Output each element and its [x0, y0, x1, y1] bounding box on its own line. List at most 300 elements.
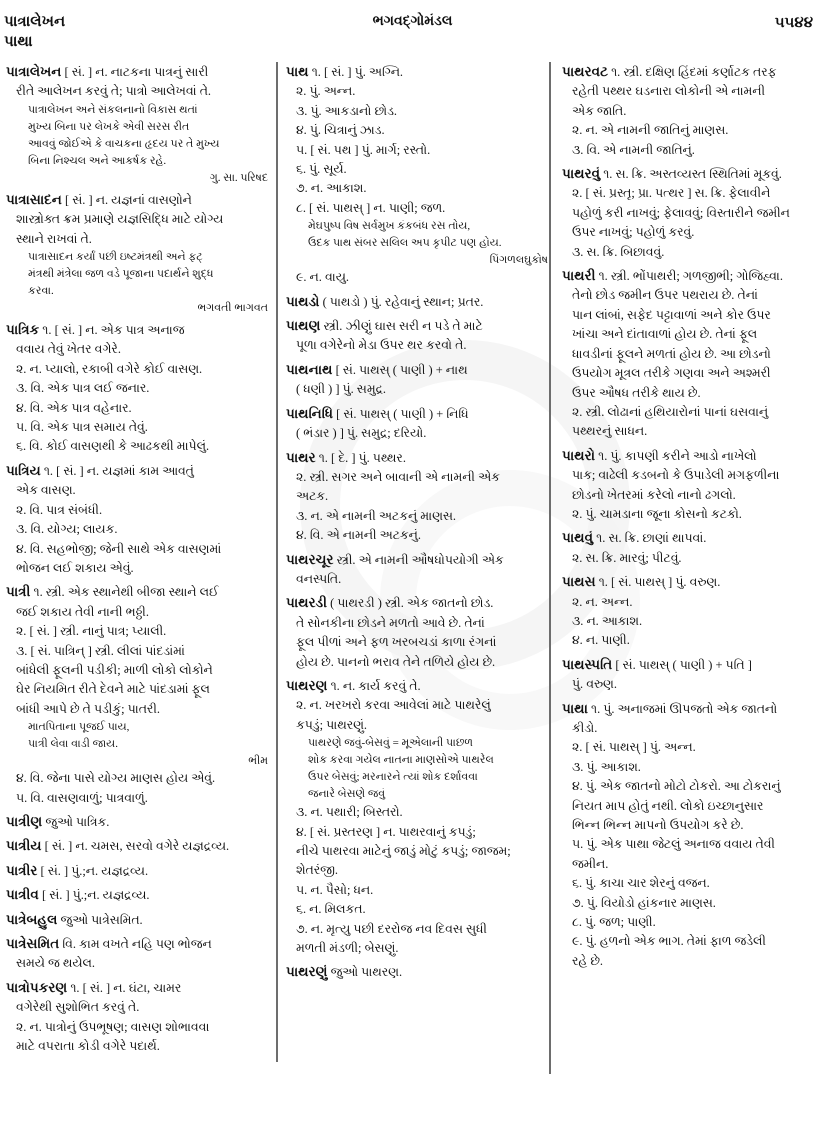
entry-text: બાંધી આપે છે તે પડીકું; પાતરી.: [16, 701, 160, 716]
page-number: ૫૫૪૪: [774, 15, 813, 31]
entry-text: પું. વરુણ.: [572, 677, 617, 692]
entry-text: ૫. [ સં. પથ ] પું. માર્ગ; રસ્તો.: [296, 142, 431, 157]
entry-text: માટે વપરાતા કોડી વગેરે પદાર્થ.: [16, 1039, 160, 1054]
dictionary-entry: [562, 266, 820, 442]
dictionary-entry: [6, 320, 268, 457]
dictionary-entry: [286, 62, 548, 288]
entry-line: [562, 631, 820, 650]
entry-text: વવાય તેવું ખેતર વગેરે.: [16, 342, 121, 357]
entry-line: [286, 593, 548, 613]
entry-line: [6, 910, 268, 930]
entry-text: ૧. [ દે. ] પું. પથ્થર.: [318, 450, 406, 465]
entry-headword: પાત્રેબહુલ: [6, 911, 58, 927]
entry-line: [562, 223, 820, 242]
quotation-line: મુખ્ય બિના પર લેખકે એવી સરસ રીત: [28, 120, 190, 133]
entry-line: [286, 404, 548, 424]
entry-text: [ સં. ] ન. નાટકના પાત્રનું સારી: [64, 65, 209, 79]
entry-line: [562, 243, 820, 262]
entry-line: [6, 978, 268, 998]
entry-text: પાક; વાઢેલી કડબનો કે ઉપાડેલી મગફળીના: [572, 468, 780, 483]
entry-line: [562, 675, 820, 694]
dictionary-entry: [6, 861, 268, 881]
entry-line: [562, 164, 820, 184]
entry-line: [286, 653, 548, 672]
dictionary-entry: [286, 550, 548, 590]
entry-text: ૧. સ્ત્રી. ભોંપાથરી; ગળજીભી; ગોજિહ્વા.: [598, 269, 783, 284]
entry-headword: પાથડો: [286, 293, 320, 309]
entry-line: [6, 340, 268, 359]
entry-text: [ સં. પાથસ્ ( પાણી ) + પતિ ]: [615, 657, 752, 672]
entry-headword: પાત્રીણ: [6, 813, 43, 829]
entry-text: સ્થાને રાખવાં તે.: [16, 231, 92, 246]
quotation-line: પાત્રાલેખન અને સંકલનાનો વિકાસ થતાં: [28, 103, 198, 116]
entry-text: [ સં. ] પું.;ન. યજ્ઞદ્રવ્ય.: [40, 863, 149, 878]
entry-line: [562, 121, 820, 140]
dictionary-entry: [286, 962, 548, 982]
entry-line: [562, 797, 820, 816]
entry-line: [562, 528, 820, 548]
entry-line: [286, 82, 548, 101]
entry-line: ૩. ન. પથારી; બિસ્તરો.: [296, 805, 403, 820]
entry-text: હોય છે. પાનનો ભરાવ તેને તળિયે હોય છે.: [296, 654, 496, 669]
entry-line: [286, 199, 548, 218]
entry-text: વિ. કામ વખતે નહિ પણ ભોજન: [62, 937, 212, 951]
entry-headword: પાથસ: [562, 574, 596, 590]
entry-headword: પાથરવું: [562, 166, 601, 182]
entry-text: [ સં. ] પું.;ન. યજ્ઞદ્રવ્ય.: [41, 888, 150, 903]
entry-headword: પાથ: [286, 64, 309, 79]
entry-text: તે સોનકીના છોડને મળતો આવે છે. તેનાં: [296, 615, 485, 630]
entry-text: ૪. વિ. સહભોજી; જેની સાથે એક વાસણમાં: [16, 541, 222, 556]
quotation-source: ભગવતી ભાગવત: [197, 302, 268, 315]
entry-line: [286, 676, 548, 696]
entry-text: કીડો.: [572, 721, 598, 735]
entry-text: ૪. પું. ચિત્રાનું ઝાડ.: [296, 123, 385, 138]
entry-line: [562, 102, 820, 121]
entry-text: ૧. [ સં. ] ન. એક પાત્ર અનાજ: [42, 323, 185, 338]
entry-line: [6, 418, 268, 437]
entry-text: ૬. પું. કાચા ચાર શેરનું વજન.: [572, 876, 710, 891]
entry-text: ૨. [ સં. પાથસ્ ] પું. અન્ન.: [572, 740, 696, 755]
entry-text: તેનો છોડ જમીન ઉપર પથરાય છે. તેનાં: [572, 288, 758, 303]
entry-line: [6, 954, 268, 973]
entry-line: [562, 266, 820, 286]
quotation-line: આવવું જોઈએ કે વાચકના હૃદય પર તે મુખ્ય: [28, 137, 220, 150]
dictionary-entry: [6, 461, 268, 578]
quotation-source: પિંગળલઘુકોષ: [489, 254, 548, 267]
entry-text: ૧. ન. કાર્ય કરવું તે.: [330, 678, 421, 693]
entry-line: [562, 364, 820, 383]
entry-text: ૧. [ સં. ] ન. યજ્ઞમાં કામ આવતું: [43, 463, 194, 478]
dictionary-entry: [6, 934, 268, 974]
entry-text: ૩. પું. આકાશ.: [572, 759, 641, 774]
dictionary-entry: [562, 572, 820, 651]
entry-text: ૨. ન. એ નામની જાતિનું માણસ.: [572, 123, 729, 138]
entry-headword: પાથરણ: [286, 677, 328, 693]
entry-headword: પાથરચૂર: [286, 551, 334, 567]
entry-line: [562, 141, 820, 160]
entry-line: ૫. ન. પૈસો; ધન.: [296, 882, 374, 897]
entry-text: ખાંચા અને દાંતાવાળાં હોય છે. તેનાં ફૂલ: [572, 327, 758, 342]
entry-text: ૧. સ. ક્રિ. છાણાં થાપવાં.: [596, 531, 707, 546]
dictionary-entry: [286, 360, 548, 400]
entry-line: [562, 384, 820, 403]
quotation-line: શોક કરવા ગયેલ નાતના માણસોએ પાથરેલ: [308, 754, 494, 767]
entry-line: [562, 699, 820, 719]
entry-text: જમીન.: [572, 856, 609, 871]
entry-headword: પાથનાથ: [286, 361, 333, 377]
entry-headword: પાથવું: [562, 530, 594, 546]
entry-line: [286, 102, 548, 121]
column-middle: [286, 62, 548, 987]
entry-line: [286, 468, 548, 487]
entry-line: [562, 345, 820, 364]
entry-text: રીતે આલેખન કરવું તે; પાત્રો આલેખવાં તે.: [16, 84, 212, 99]
entry-line: [286, 160, 548, 179]
entry-line: [562, 184, 820, 203]
entry-text: પહોળું કરી નાખવું; ફેલાવવું; વિસ્તારીને જમીન: [572, 205, 790, 220]
quotation-line: જનારે બેસણે જવું: [308, 788, 386, 801]
entry-text: રહે છે.: [572, 953, 603, 968]
entry-line: [286, 526, 548, 545]
entry-line: [562, 593, 820, 612]
dictionary-columns: [0, 62, 825, 1102]
entry-text: ૧. સ્ત્રી. દક્ષિણ હિંદમાં કર્ણાટક તરફ: [611, 65, 777, 79]
dictionary-entry: [286, 448, 548, 546]
entry-text: ૨. ન. અન્ન.: [572, 594, 633, 609]
entry-text: ૨. [ સં. ] સ્ત્રી. નાનું પાત્ર; પ્યાલી.: [16, 624, 167, 639]
dictionary-entry: [562, 699, 820, 972]
entry-line: [286, 336, 548, 355]
dictionary-entry: [562, 655, 820, 695]
quotation-line: પાત્રાસાદન કર્યાં પછી ઇષ્ટમંત્રથી અને ફટ્: [28, 251, 203, 264]
dictionary-entry: [562, 62, 820, 160]
entry-line: [6, 642, 268, 661]
entry-line: [562, 403, 820, 422]
entry-line: [286, 424, 548, 443]
entry-text: ૨. [ સં. પ્રસ્તૃ; પ્રા. પત્થર ] સ. ક્રિ. ફેલાવીને: [572, 186, 771, 201]
entry-line: [6, 1037, 268, 1056]
entry-text: ૨. ન. ખરખરો કરવા આવેલાં માટે પાથરેલું: [296, 698, 491, 713]
entry-line: [562, 835, 820, 854]
entry-line: [6, 461, 268, 481]
entry-line: [286, 316, 548, 336]
entry-line: [562, 422, 820, 441]
entry-headword: પાત્રાસાદન: [6, 191, 62, 207]
entry-text: ( પાથડો ) પું. રહેવાનું સ્થાન; પ્રતર.: [322, 294, 484, 309]
entry-headword: પાત્રિય: [6, 462, 41, 478]
entry-line: [562, 62, 820, 82]
entry-line: [286, 448, 548, 468]
entry-line: [6, 934, 268, 954]
entry-text: ૧. સ. ક્રિ. અસ્તવ્યસ્ત સ્થિતિમાં મૂકવું.: [603, 167, 782, 182]
entry-headword: પાથરી: [562, 268, 596, 284]
dictionary-entry: [286, 593, 548, 672]
entry-line: [6, 559, 268, 578]
entry-text: નિયત માપ હોતું નથી. લોકો ઇચ્છાનુસાર: [572, 798, 764, 813]
entry-text: ( ભંડાર ) ] પું. સમુદ્ર; દરિયો.: [296, 426, 427, 441]
entry-line: [562, 466, 820, 485]
entry-headword: પાથરડી: [286, 595, 327, 611]
entry-line: [286, 570, 548, 589]
entry-line: [286, 141, 548, 160]
entry-text: ૨. વિ. પાત્ર સંબંધી.: [16, 502, 103, 517]
entry-line: [6, 62, 268, 82]
entry-text: ૫. પું. એક પાથા જેટલું અનાજ વવાય તેવી: [572, 837, 775, 852]
entry-line: [562, 913, 820, 932]
entry-line: [286, 550, 548, 570]
entry-text: સમયે જ થયેલ.: [16, 956, 95, 971]
entry-text: ૬. પું. સૂર્ય.: [296, 162, 347, 177]
entry-line: ૬. ન. મિલકત.: [296, 902, 366, 917]
entry-text: વનસ્પતિ.: [296, 571, 342, 586]
entry-line: [286, 62, 548, 82]
entry-line: [6, 661, 268, 680]
dictionary-entry: [286, 404, 548, 444]
entry-line: [6, 230, 268, 249]
entry-line: [286, 614, 548, 633]
entry-headword: પાથરવટ: [562, 64, 608, 79]
entry-text: ૩. ન. એ નામની અટકનું માણસ.: [296, 508, 457, 523]
entry-text: ૮. [ સં. પાથસ્ ] ન. પાણી; જળ.: [296, 200, 446, 215]
entry-text: વગેરેથી સુશોભિત કરવું તે.: [16, 1000, 140, 1015]
entry-line: [562, 758, 820, 777]
entry-line: નીચે પાથરવા માટેનું જાડું મોટું કપડું; જાજમ;: [296, 844, 511, 858]
entry-line: [6, 360, 268, 379]
entry-text: પથ્થરનું સાધન.: [572, 424, 648, 439]
entry-headword: પાત્રોપકરણ: [6, 979, 68, 995]
entry-headword: પાત્રીય: [6, 838, 42, 854]
entry-line: [6, 836, 268, 856]
entry-text: પાન લાંબાં, સફેદ પટ્ટાવાળાં અને કોર ઉપર: [572, 307, 771, 322]
quotation-line: મેઘપુષ્પ વિષ સર્વમુખ કંકબંધ રસ તોય,: [308, 220, 471, 233]
entry-text: ૭. પું. વિયોડો હાંકનાર માણસ.: [572, 895, 716, 910]
entry-line: [562, 655, 820, 675]
entry-line: [286, 507, 548, 526]
entry-text: [ સં. ] ન. ચમસ, સરવો વગેરે યજ્ઞદ્રવ્ય.: [44, 839, 230, 854]
dictionary-entry: [6, 62, 268, 186]
entry-line: [562, 855, 820, 874]
entry-headword: પાથસ્પતિ: [562, 656, 613, 672]
entry-line: [286, 696, 548, 715]
column-right: [562, 62, 820, 975]
entry-line: [286, 716, 548, 735]
dictionary-title: ભગવદ્ગોમંડલ: [372, 14, 453, 29]
entry-text: સ્ત્રી. ઝીણું ઘાસ સરી ન પડે તે માટે: [323, 319, 483, 334]
entry-headword: પાથા: [562, 700, 588, 716]
entry-text: ઉપયોગ મૂત્રલ તરીકે ગણવા અને અશ્મરી: [572, 366, 771, 381]
entry-text: ભિન્ન ભિન્ન માપનો ઉપયોગ કરે છે.: [572, 818, 744, 833]
entry-line: [6, 700, 268, 719]
entry-text: ૨. પું. અન્ન.: [296, 84, 356, 99]
entry-line: [6, 379, 268, 398]
dictionary-entry: [6, 910, 268, 930]
entry-text: ભોજન લઈ શકાય એવું.: [16, 560, 134, 575]
entry-text: ધાવડીનાં ફૂલને મળતાં હોય છે. આ છોડનો: [572, 346, 771, 361]
dictionary-entry: [6, 190, 268, 316]
entry-text: ૧. પું. અનાજમાં ઊપજતો એક જાતનો: [591, 701, 778, 716]
guide-word-first: પાત્રાલેખન: [4, 14, 66, 30]
quotation-source: ગુ. સા. પરિષદ: [209, 171, 268, 184]
entry-line: [562, 325, 820, 344]
entry-text: ૧. [ સં. પાથસ્ ] પું. વરુણ.: [598, 575, 721, 590]
entry-line: [6, 582, 268, 602]
entry-text: ફૂલ પીળાં અને ફળ ખરબચડાં કાળા રંગનાં: [296, 635, 497, 650]
entry-line: [286, 179, 548, 198]
entry-line: [6, 190, 268, 210]
dictionary-entry: [286, 676, 548, 958]
entry-text: ૨. ન. પાત્રોનું ઉપભૂષણ; વાસણ શોભાવવા: [16, 1019, 210, 1034]
entry-line: [286, 121, 548, 140]
quotation-line: ઉપર બેસવું; મરનારને ત્યાં શોક દર્શાવવા: [308, 771, 478, 784]
entry-line: [6, 812, 268, 832]
page-header: [0, 0, 825, 56]
quotation-line: કરવા.: [28, 285, 54, 298]
entry-text: ૩. વિ. એ નામની જાતિનું.: [572, 142, 695, 157]
entry-text: ૧. [ સં. ] પું. અગ્નિ.: [311, 65, 404, 79]
entry-text: ( પાથરડી ) સ્ત્રી. એક જાતનો છોડ.: [330, 596, 494, 611]
entry-text: એક જાતિ.: [572, 103, 627, 118]
entry-line: [6, 399, 268, 418]
entry-line: [562, 738, 820, 757]
entry-headword: પાત્રાલેખન: [6, 64, 62, 79]
entry-headword: પાત્રિક: [6, 322, 40, 338]
quotation-line: માતપિતાના પૂજઈ પાય,: [28, 721, 130, 734]
entry-text: ૨. ન. પ્યાલો, રકાબી વગેરે કોઈ વાસણ.: [16, 361, 203, 376]
entry-text: ૩. સ. ક્રિ. બિછાવવું.: [572, 244, 665, 259]
entry-line: [6, 501, 268, 520]
entry-text: ૪. વિ. એક પાત્ર વહેનાર.: [16, 400, 132, 415]
column-left: [6, 62, 268, 1060]
entry-line: [562, 486, 820, 505]
entry-text: ૪. વિ. એ નામની અટકનું.: [296, 528, 422, 543]
entry-line: [6, 622, 268, 641]
entry-text: ૯. પું. હળનો એક ભાગ. તેમાં ફાળ જડેલી: [572, 934, 766, 949]
quotation-line: ઉદક પાથ સંબર સલિલ અપ કૃપીટ પણ હોય.: [308, 237, 502, 250]
entry-text: [ સં. પાથસ્ ( પાણી ) + નિધિ: [336, 406, 469, 421]
entry-line: [6, 520, 268, 539]
dictionary-entry: [286, 292, 548, 312]
dictionary-entry: [6, 812, 268, 832]
entry-text: [ સં. ] ન. યજ્ઞનાં વાસણોને: [65, 192, 192, 207]
entry-line: [562, 446, 820, 466]
entry-headword: પાથરણું: [286, 964, 328, 980]
entry-line: [6, 998, 268, 1017]
entry-text: જુઓ પાત્રેસમિત.: [60, 912, 143, 927]
entry-text: ૩. પું. આકડાનો છોડ.: [296, 103, 398, 118]
entry-text: ૧. સ્ત્રી. એક સ્થાનેથી બીજા સ્થાને લઈ: [33, 585, 219, 600]
entry-headword: પાત્રેસમિત: [6, 936, 60, 951]
entry-text: ૩. ન. આકાશ.: [572, 613, 643, 628]
entry-text: જઈ શકાય તેવી નાની ભઠ્ઠી.: [16, 604, 149, 619]
entry-line: [286, 380, 548, 399]
entry-line: [6, 885, 268, 905]
dictionary-entry: [6, 885, 268, 905]
quotation-line: બિના નિશ્ચલ અને આકર્ષક રહે.: [28, 154, 167, 167]
entry-text: ૨. સ્ત્રી. સગર અને બાવાની એ નામની એક: [296, 469, 500, 484]
entry-line: [562, 286, 820, 305]
entry-line: [562, 952, 820, 971]
entry-line: [6, 320, 268, 340]
entry-line: [562, 612, 820, 631]
entry-headword: પાથનિધિ: [286, 405, 334, 421]
entry-line: [562, 572, 820, 592]
entry-line: ૫. વિ. વાસણવાળું; પાત્રવાળું.: [16, 790, 148, 805]
entry-text: ૪. ન. પાણી.: [572, 633, 630, 648]
entry-line: [562, 874, 820, 893]
entry-line: [562, 306, 820, 325]
dictionary-entry: [286, 316, 548, 356]
dictionary-entry: [6, 836, 268, 856]
entry-line: [562, 549, 820, 568]
entry-text: એક વાસણ.: [16, 483, 76, 498]
entry-text: છોડનો ખેતરમાં કરેલો નાનો ઢગલો.: [572, 487, 736, 502]
entry-text: અટક.: [296, 489, 329, 504]
entry-text: ૧. પું. કાપણી કરીને આડો નાખેલો: [598, 448, 757, 463]
entry-text: [ સં. પાથસ્ ( પાણી ) + નાથ: [335, 362, 468, 377]
entry-text: જુઓ પાત્રિક.: [45, 814, 110, 829]
entry-text: રહેતી પથ્થર ઘડનારા લોકોની એ નામની: [572, 84, 766, 99]
quotation-line: મંત્રથી મંત્રેલા જળ વડે પૂજાના પદાર્થને શુદ્ધ: [28, 268, 214, 281]
entry-text: ૭. ન. આકાશ.: [296, 181, 367, 196]
entry-text: ૧. [ સં. ] ન. ઘંટા, ચામર: [70, 980, 182, 995]
entry-line: [562, 82, 820, 101]
entry-line: [6, 437, 268, 456]
dictionary-entry: [562, 164, 820, 262]
entry-line: ૪. [ સં. પ્રસ્તરણ ] ન. પાથરવાનું કપડું;: [296, 824, 476, 839]
entry-line: [562, 816, 820, 835]
entry-text: પૂળા વગેરેનો મેડા ઉપર થર કરવો તે.: [296, 338, 467, 353]
entry-headword: પાત્રીવ: [6, 887, 39, 903]
dictionary-entry: [6, 978, 268, 1057]
entry-text: ૨. પું. ચામડાના જૂના કોસનો કટકો.: [572, 506, 742, 521]
entry-line: [286, 962, 548, 982]
entry-line: [562, 777, 820, 796]
entry-text: બાંધેલી ફૂલની પડીકી; માળી લોકો લોકોને: [16, 662, 213, 677]
entry-line: [6, 210, 268, 229]
entry-line: [6, 82, 268, 101]
entry-text: ઉપર નાખવું; પહોળું કરવું.: [572, 225, 695, 240]
entry-text: જુઓ પાથરણ.: [330, 965, 403, 980]
entry-text: ૮. પું. જળ; પાણી.: [572, 915, 656, 930]
entry-line: [286, 487, 548, 506]
entry-text: કપડું; પાથરણું.: [296, 717, 368, 732]
entry-headword: પાથણ: [286, 318, 321, 334]
entry-line: [562, 719, 820, 738]
entry-line: [286, 360, 548, 380]
entry-text: ( ધણી ) ] પું. સમુદ્ર.: [296, 382, 386, 397]
entry-line: [562, 932, 820, 951]
entry-line: [562, 505, 820, 524]
entry-line: [6, 540, 268, 559]
entry-text: ૨. સ. ક્રિ. મારવું; પીટવું.: [572, 550, 682, 565]
entry-headword: પાથરો: [562, 447, 596, 463]
entry-text: શાસ્ત્રોક્ત ક્રમ પ્રમાણે યજ્ઞસિદ્ધિ માટે યોગ્ય: [16, 212, 224, 227]
entry-line: [562, 204, 820, 223]
dictionary-entry: [562, 528, 820, 568]
guide-word-last: પાથા: [4, 34, 33, 50]
entry-line: મળતી મંડળી; બેસણું.: [296, 941, 399, 956]
entry-text: ઉપર ઔષધ તરીકે થાય છે.: [572, 385, 701, 400]
quotation-source: ભીમ: [248, 755, 268, 768]
entry-line: [6, 861, 268, 881]
entry-text: ઘેર નિયમિત રીતે દેવને માટે પાંદડામાં ફૂલ: [16, 682, 210, 697]
entry-line: [286, 292, 548, 312]
entry-text: ૫. વિ. એક પાત્ર સમાય તેવું.: [16, 420, 148, 435]
entry-text: સ્ત્રી. એ નામની ઔષધોપયોગી એક: [336, 552, 504, 567]
entry-text: ૩. વિ. યોગ્ય; લાયક.: [16, 522, 118, 537]
entry-text: ૩. [ સં. પાત્રિન્ ] સ્ત્રી. લીલાં પાંદડાંમાં: [16, 643, 185, 658]
